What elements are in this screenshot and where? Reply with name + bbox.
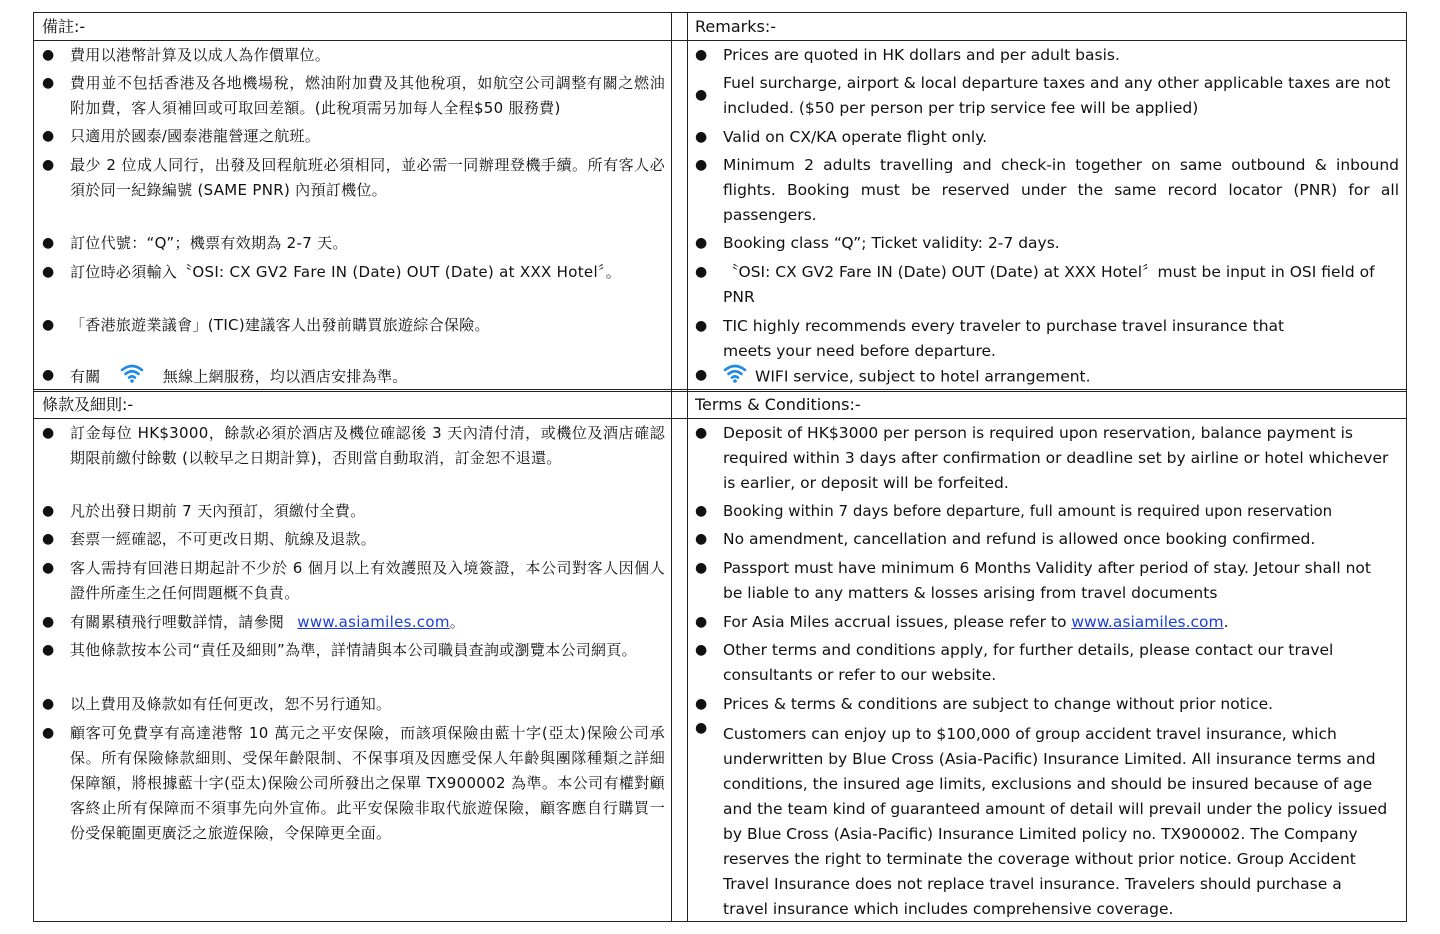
bullet: ●: [695, 47, 708, 63]
remark-en-text: 〝OSI: CX GV2 Fare IN (Date) OUT (Date) at XXX Hotel〞must be input in OSI field of PNR: [723, 263, 1375, 306]
remark-zh-text: 費用並不包括香港及各地機場稅，燃油附加費及其他稅項，如航空公司調整有關之燃油附加費，客人須補回或可取回差額。(此稅項需另加每人全程$50 服務費): [70, 74, 665, 117]
bullet: ●: [695, 367, 708, 383]
bullet: ●: [695, 503, 708, 519]
term-zh-text: 。: [449, 613, 466, 631]
terms-en-header: Terms & Conditions:-: [695, 395, 861, 414]
list-item: [687, 556, 1405, 606]
bullet: ●: [42, 425, 55, 441]
term-zh-text: 以上費用及條款如有任何更改，恕不另行通知。: [70, 695, 392, 713]
bullet: ●: [42, 696, 55, 712]
column-divider-left: [671, 13, 672, 921]
list-item: [34, 313, 671, 338]
list-item: [34, 638, 671, 663]
term-en-text: Booking within 7 days before departure, full amount is required upon reservation: [723, 502, 1333, 520]
remark-en-text: Fuel surcharge, airport & local departure taxes and any other applicable taxes are not included. ($50 per person per trip service fee will be applied): [723, 74, 1391, 117]
term-en-text: No amendment, cancellation and refund is allowed once booking confirmed.: [723, 530, 1316, 548]
remark-zh-text: 費用以港幣計算及以成人為作價單位。: [70, 46, 331, 64]
term-en-text: Other terms and conditions apply, for further details, please contact our travel consultants or refer to our website.: [723, 641, 1334, 684]
list-item: [34, 260, 671, 285]
remark-en-text: Prices are quoted in HK dollars and per adult basis.: [723, 46, 1120, 64]
list-item: [687, 718, 1405, 922]
remark-en-text: WIFI service, subject to hotel arrangement.: [755, 367, 1091, 386]
bullet: ●: [695, 696, 708, 712]
bullet: ●: [42, 128, 55, 144]
list-item: [34, 43, 671, 68]
list-item: [687, 421, 1405, 496]
list-item: [687, 314, 1405, 364]
list-item: [34, 556, 671, 606]
bullet: ●: [695, 264, 708, 280]
term-en-text: For Asia Miles accrual issues, please refer to: [723, 613, 1067, 631]
remark-en-text: Valid on CX/KA operate flight only.: [723, 128, 988, 146]
list-item: [687, 71, 1405, 121]
list-item: [687, 260, 1405, 310]
asiamiles-link[interactable]: www.asiamiles.com: [1071, 613, 1224, 631]
list-item: [687, 692, 1405, 717]
term-en-asiamiles-line: [723, 610, 1405, 635]
list-item: [34, 721, 671, 846]
list-item: [687, 527, 1405, 552]
bullet: ●: [695, 560, 708, 576]
list-item: [687, 363, 1405, 391]
remark-en-wifi-line: [723, 363, 1405, 391]
term-zh-text: 套票一經確認，不可更改日期、航線及退款。: [70, 530, 377, 548]
remark-en-text: Booking class “Q”; Ticket validity: 2-7 days.: [723, 234, 1060, 252]
term-zh-text: 凡於出發日期前 7 天內預訂，須繳付全費。: [70, 502, 366, 520]
term-zh-text: 顧客可免費享有高達港幣 10 萬元之平安保險，而該項保險由藍十字(亞太)保險公司承保。所有保險條款細則、受保年齡限制、不保事項及因應受保人年齡與團隊種類之詳細保障額，將根據藍十字(亞太)保險公司所發出之保單 TX900002 為準。本公司有權對顧客終止所有保障而不須事先向外宣佈。此平安保險非取代旅遊保險，顧客應自行購買一份受保範圍更廣泛之旅遊保險，令保障更全面。: [70, 724, 665, 842]
chinese-column: [34, 13, 671, 923]
list-item: [687, 153, 1405, 228]
remarks-zh-header: 備註:-: [42, 17, 86, 36]
wifi-icon: [120, 363, 144, 391]
term-zh-asiamiles-line: [70, 610, 671, 635]
remark-zh-text: 有關: [70, 367, 101, 386]
bullet: ●: [695, 614, 708, 630]
term-en-text: Customers can enjoy up to $100,000 of group accident travel insurance, which underwritten by Blue Cross (Asia-Pacific) Insurance Limited. All insurance terms and conditions, the insured age limits, exclusions and should be insured because of age and the team kind of guaranteed amount of detail will prevail under the policy issued by Blue Cross (Asia-Pacific) Insurance Limited policy no. TX900002. The Company reserves the right to terminate the coverage without prior notice. Group Accident Travel Insurance does not replace travel insurance. Travelers should purchase a travel insurance which includes comprehensive coverage.: [723, 725, 1388, 918]
bullet: ●: [42, 317, 55, 333]
list-item: [34, 499, 671, 524]
asiamiles-link[interactable]: www.asiamiles.com: [297, 613, 450, 631]
bullet: ●: [42, 503, 55, 519]
bullet: ●: [42, 614, 55, 630]
list-item: [34, 363, 671, 391]
term-zh-text: 訂金每位 HK$3000，餘款必須於酒店及機位確認後 3 天內清付清，或機位及酒店確認期限前繳付餘數 (以較早之日期計算)，否則當自動取消，訂金恕不退還。: [70, 424, 665, 467]
remark-zh-text: 無線上網服務，均以酒店安排為準。: [162, 367, 408, 386]
list-item: [34, 421, 671, 471]
remarks-en-header: Remarks:-: [695, 17, 776, 36]
bullet: ●: [42, 264, 55, 280]
list-item: [34, 71, 671, 121]
remark-zh-text: 訂位代號：“Q”；機票有效期為 2-7 天。: [70, 234, 348, 252]
term-en-text: Passport must have minimum 6 Months Validity after period of stay. Jetour shall not be liable to any matters & losses arising from travel documents: [723, 559, 1371, 602]
remark-zh-text: 只適用於國泰/國泰港龍營運之航班。: [70, 127, 321, 145]
bullet: ●: [695, 642, 708, 658]
list-item: [34, 610, 671, 635]
list-item: [687, 231, 1405, 256]
remark-zh-text: 最少 2 位成人同行，出發及回程航班必須相同，並必需一同辦理登機手續。所有客人必須於同一紀錄編號 (SAME PNR) 內預訂機位。: [70, 156, 665, 199]
bullet: ●: [695, 87, 708, 103]
remark-en-text: Minimum 2 adults travelling and check-in together on same outbound & inbound flights. Booking must be reserved under the same record locator (PNR) for all passengers.: [723, 156, 1399, 224]
list-item: [34, 692, 671, 717]
bullet: ●: [695, 425, 708, 441]
term-zh-text: 其他條款按本公司“責任及細則”為準，詳情請與本公司職員查詢或瀏覽本公司網頁。: [70, 641, 637, 659]
list-item: [687, 610, 1405, 635]
bullet: ●: [695, 531, 708, 547]
wifi-icon: [723, 363, 747, 391]
remark-en-text: TIC highly recommends every traveler to purchase travel insurance that meets your need before departure.: [723, 317, 1285, 360]
remark-zh-text: 「香港旅遊業議會」(TIC)建議客人出發前購買旅遊綜合保險。: [70, 316, 490, 334]
bullet: ●: [42, 47, 55, 63]
bullet: ●: [42, 642, 55, 658]
bullet: ●: [42, 531, 55, 547]
term-en-text: .: [1223, 613, 1229, 631]
list-item: [687, 638, 1405, 688]
bullet: ●: [42, 367, 55, 383]
bullet: ●: [695, 235, 708, 251]
list-item: [687, 43, 1405, 68]
term-zh-text: 有關累積飛行哩數詳情，請參閱: [70, 613, 285, 631]
bullet: ●: [42, 235, 55, 251]
bullet: ●: [42, 560, 55, 576]
remark-zh-wifi-line: [70, 363, 671, 391]
bullet: ●: [695, 318, 708, 334]
term-en-text: Deposit of HK$3000 per person is required upon reservation, balance payment is required within 3 days after confirmation or deadline set by airline or hotel whichever is earlier, or deposit will be forfeited.: [723, 424, 1389, 492]
list-item: [34, 527, 671, 552]
term-zh-text: 客人需持有回港日期起計不少於 6 個月以上有效護照及入境簽證，本公司對客人因個人證件所產生之任何問題概不負責。: [70, 559, 665, 602]
list-item: [34, 231, 671, 256]
terms-zh-header: 條款及細則:-: [42, 395, 134, 414]
bullet: ●: [695, 157, 708, 173]
list-item: [687, 125, 1405, 150]
bullet: ●: [695, 129, 708, 145]
list-item: [34, 153, 671, 203]
english-column: [687, 13, 1405, 923]
remarks-terms-table: [33, 12, 1407, 922]
bullet: ●: [42, 75, 55, 91]
list-item: [687, 499, 1405, 524]
bullet: ●: [42, 157, 55, 173]
remark-zh-text: 訂位時必須輸入〝OSI: CX GV2 Fare IN (Date) OUT (Date) at XXX Hotel〞。: [70, 263, 622, 281]
bullet: ●: [695, 720, 708, 736]
bullet: ●: [42, 725, 55, 741]
list-item: [34, 124, 671, 149]
term-en-text: Prices & terms & conditions are subject to change without prior notice.: [723, 695, 1274, 713]
